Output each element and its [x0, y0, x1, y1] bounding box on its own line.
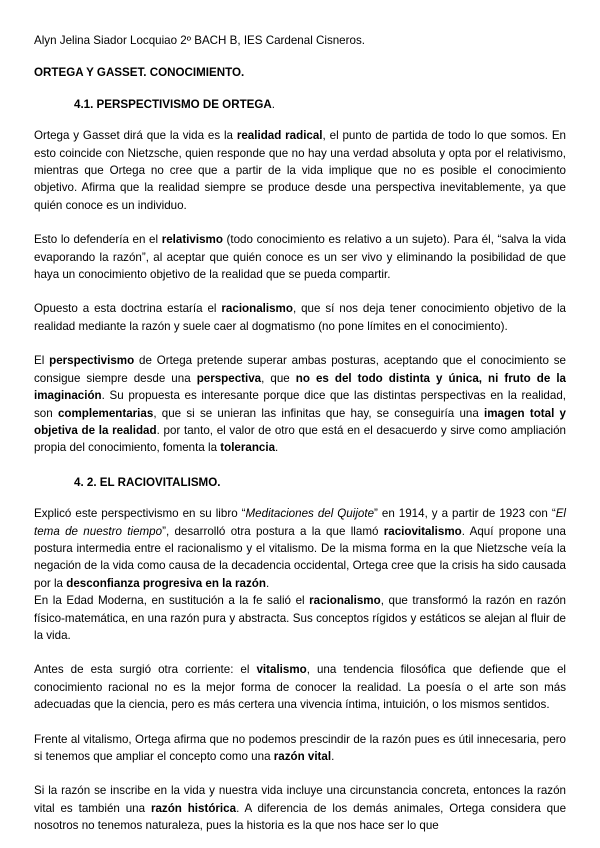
author-line: Alyn Jelina Siador Locquiao 2º BACH B, IES Cardenal Cisneros. [34, 34, 365, 47]
text-run: . Su propuesta es interesante porque dice que las distintas perspectivas en la realidad, son [34, 389, 566, 420]
paragraph-realidad-radical [34, 127, 566, 214]
paragraph-vitalismo [34, 661, 566, 713]
text-run: . [265, 576, 270, 590]
text-run: , una tendencia filosófica que defiende que el conocimiento racional no es la mejor forma de conocer la realidad. La poesía o el arte son más adecuadas que la ciencia, pero es más certera una vivencia íntima, intuición, o los mismos sentidos. [34, 663, 566, 712]
paragraph-racionalismo [34, 300, 566, 335]
text-run: El [34, 354, 50, 368]
text-run: ” en 1914, y a partir de 1923 con “ [374, 507, 556, 521]
bold-term: imagen total y objetiva de la realidad [34, 406, 567, 437]
bold-term: perspectivismo [49, 354, 135, 368]
book-title: Meditaciones del Quijote [245, 507, 375, 521]
section-heading-raciovitalismo: 4. 2. EL RACIOVITALISMO. [74, 475, 221, 489]
bold-term: desconfianza progresiva en la razón [66, 576, 266, 590]
text-run: . [275, 441, 279, 455]
text-run: , el punto de partida de todo lo que somos. En esto coincide con Nietzsche, quien responde que no hay una verdad absoluta y opta por el relativismo, mientras que Ortega no cree que a partir de la vida implique que no es posible el conocimiento objetivo. Afirma que la realidad siempre se produce desde una perspectiva inevitablemente, ya que quién conoce es un individuo. [34, 129, 567, 212]
bold-term: razón vital [273, 750, 332, 763]
text-run: , que sí nos deja tener conocimiento objetivo de la realidad mediante la razón y suele caer al dogmatismo (no pone límites en el conocimiento). [34, 302, 566, 333]
text-run: Esto lo defendería en el [34, 233, 162, 247]
text-run: . por tanto, el valor de otro que está en el desacuerdo y sirve como ampliación propia del conocimiento, fomenta la [34, 423, 566, 455]
text-run: (todo conocimiento es relativo a un sujeto). Para él, “salva la vida evaporando la razón”, al aceptar que quién conoce es un ser vivo y eliminando la posibilidad de que haya un conocimiento objetivo de la realidad que se pueda compartir. [34, 233, 567, 282]
text-run: Ortega y Gasset dirá que la vida es la [34, 129, 237, 143]
paragraph-razon-vital [34, 731, 566, 766]
section-heading-text: 4.1. PERSPECTIVISMO DE ORTEGA [74, 97, 272, 111]
paragraph-relativismo [34, 231, 566, 283]
bold-term: raciovitalismo [383, 524, 462, 538]
bold-term: vitalismo [256, 663, 307, 677]
bold-term: no es del todo distinta y única, ni fruto de la imaginación [34, 371, 567, 403]
text-run: Opuesto a esta doctrina estaría el [34, 302, 222, 316]
text-run: , que transformó la razón en razón físico-matemática, en una razón pura y abstracta. Sus conceptos rígidos y estáticos se alejan al fluir de la vida. [34, 594, 566, 642]
text-run: En la Edad Moderna, en sustitución a la fe salió el [34, 594, 310, 608]
bold-term: complementarias [57, 406, 154, 420]
text-run: ”, desarrolló otra postura a la que llamó [162, 524, 384, 538]
paragraph-razon-historica [34, 782, 566, 834]
text-run: . Aquí propone una postura intermedia entre el racionalismo y el vitalismo. De la misma forma en la que Nietzsche veía la negación de la vida como causa de la decadencia occidental, Ortega cree que la crisis ha sido causada por la [34, 524, 566, 590]
text-run: . [331, 750, 335, 763]
text-run: . A diferencia de los demás animales, Ortega considera que nosotros no tenemos naturaleza, pues la historia es la que nos hace ser lo que [34, 801, 567, 833]
text-run: , que [261, 371, 296, 385]
paragraph-meditaciones [34, 505, 566, 592]
paragraph-edad-moderna [34, 592, 566, 644]
book-title: El tema de nuestro tiempo [34, 507, 566, 538]
section-heading-dot: . [271, 97, 276, 111]
text-run: Antes de esta surgió otra corriente: el [34, 663, 257, 677]
bold-term: racionalismo [309, 594, 381, 608]
bold-term: tolerancia [220, 441, 276, 455]
text-run: Frente al vitalismo, Ortega afirma que no podemos prescindir de la razón pues es útil innecesaria, pero si tenemos que ampliar el concepto como una [34, 732, 566, 763]
text-run: Si la razón se inscribe en la vida y nuestra vida incluye una circunstancia concreta, entonces la razón vital es también una [34, 784, 566, 815]
paragraph-perspectivismo [34, 352, 566, 456]
section-heading-perspectivismo [34, 96, 566, 113]
document-title: ORTEGA Y GASSET. CONOCIMIENTO. [34, 66, 245, 80]
text-run: Explicó este perspectivismo en su libro “ [34, 507, 246, 521]
bold-term: realidad radical [236, 129, 323, 143]
bold-term: perspectiva [196, 371, 262, 385]
text-run: , que si se unieran las infinitas que hay, se conseguiría una [153, 406, 485, 420]
bold-term: relativismo [161, 233, 223, 247]
bold-term: razón histórica [150, 801, 237, 815]
bold-term: racionalismo [221, 302, 293, 316]
document-page [34, 32, 566, 835]
text-run: de Ortega pretende superar ambas posturas, aceptando que el conocimiento se consigue siempre desde una [34, 354, 567, 385]
